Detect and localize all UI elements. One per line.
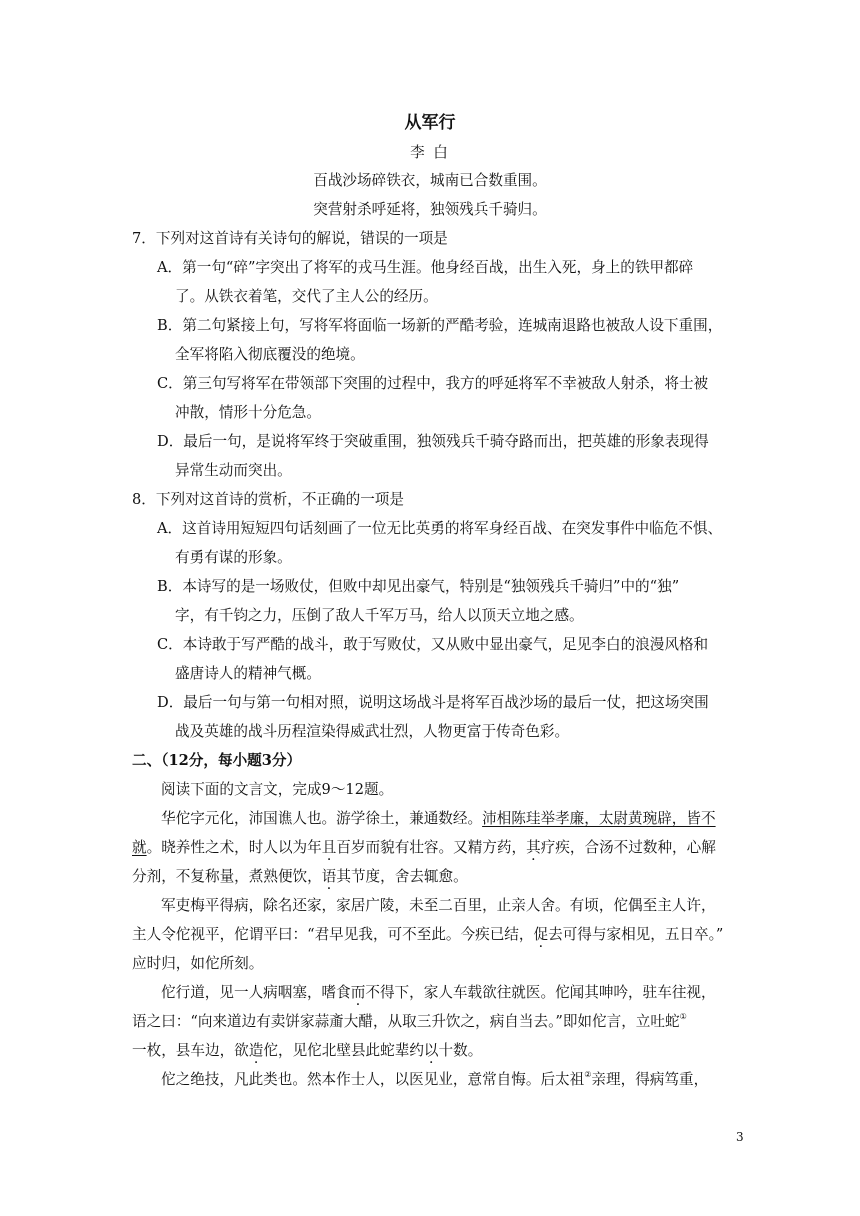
poem-author: 李 白 <box>410 144 450 161</box>
q8-option-b-line1: B．本诗写的是一场败仗，但败中却见出豪气，特别是“独领残兵千骑归”中的“独” <box>157 578 680 595</box>
q8-option-a-line1: A．这首诗用短短四句话刻画了一位无比英勇的将军身经百战、在突发事件中临危不惧、 <box>157 520 723 537</box>
poem-line-2: 突营射杀呼延将，独领残兵千骑归。 <box>313 201 547 218</box>
dotted-word: 且 <box>321 839 337 856</box>
q8-option-d-line1: D．最后一句与第一句相对照，说明这场战斗是将军百战沙场的最后一仗，把这场突围 <box>157 694 709 711</box>
dotted-word: 语 <box>321 868 337 885</box>
q7-option-a-line1: A．第一句“碎”字突出了将军的戎马生涯。他身经百战，出生入死，身上的铁甲都碎 <box>157 259 694 276</box>
q7-option-a-line2: 了。从铁衣着笔，交代了主人公的经历。 <box>175 288 438 305</box>
para3-text: 一枚，县车边，欲 <box>132 1042 249 1059</box>
question-7-stem: 7．下列对这首诗有关诗句的解说，错误的一项是 <box>132 230 448 247</box>
para2-line2 <box>132 925 723 945</box>
dotted-word: 以 <box>423 1042 439 1059</box>
para2-line1: 军吏梅平得病，除名还家，家居广陵，未至二百里，止亲人舍。有顷，佗偶至主人许， <box>161 897 716 914</box>
para3-text: 十数。 <box>438 1042 483 1059</box>
page-number: 3 <box>736 1130 744 1144</box>
footnote-marker: ① <box>679 1012 687 1021</box>
para2-text: 主人令佗视平，佗谓平曰：“君早见我，可不至此。今疾已结， <box>132 926 534 943</box>
section-2-heading: 二、（12分，每小题3分） <box>132 752 302 769</box>
q7-option-c-line1: C．第三句写将军在带领部下突围的过程中，我方的呼延将军不幸被敌人射杀，将士被 <box>157 375 709 392</box>
dotted-word: 造 <box>248 1042 264 1059</box>
section-2-instruction: 阅读下面的文言文，完成9～12题。 <box>161 781 394 798</box>
para1-line3 <box>132 867 468 887</box>
para3-line1 <box>161 983 716 1003</box>
para1-text: 分剂，不复称量，煮熟便饮， <box>132 868 322 885</box>
para3-text: 不得下，家人车载欲往就医。佗闻其呻吟，驻车往视， <box>365 984 716 1001</box>
para4-line1 <box>161 1070 708 1090</box>
para1-line1 <box>161 809 716 829</box>
para4-text: 佗之绝技，凡此类也。然本作士人，以医见业，意常自悔。后太祖 <box>161 1071 585 1088</box>
q8-option-a-line2: 有勇有谋的形象。 <box>175 549 292 566</box>
para3-line2 <box>132 1012 687 1032</box>
dotted-word: 促 <box>533 926 549 943</box>
q7-option-b-line1: B．第二句紧接上句，写将军将面临一场新的严酷考验，连城南退路也被敌人设下重围， <box>157 317 723 334</box>
footnote-marker: ② <box>584 1070 592 1079</box>
para3-text: 佗行道，见一人病咽塞，嗜食 <box>161 984 351 1001</box>
para1-text: 百岁而貌有壮容。又精方药， <box>336 839 527 856</box>
para1-text: 其节度，舍去辄愈。 <box>336 868 468 885</box>
poem-title: 从军行 <box>404 113 456 133</box>
para1-text: 华佗字元化，沛国谯人也。游学徐土，兼通数经。 <box>161 810 483 827</box>
q7-option-c-line2: 冲散，情形十分危急。 <box>175 404 321 421</box>
q7-option-d-line1: D．最后一句，是说将军终于突破重围，独领残兵千骑夺路而出，把英雄的形象表现得 <box>157 433 709 450</box>
q7-option-b-line2: 全军将陷入彻底覆没的绝境。 <box>175 346 365 363</box>
q8-option-c-line2: 盛唐诗人的精神气概。 <box>175 665 321 682</box>
dotted-word: 而 <box>350 984 366 1001</box>
q7-option-d-line2: 异常生动而突出。 <box>175 462 292 479</box>
dotted-word: 其 <box>526 839 541 856</box>
question-8-stem: 8．下列对这首诗的赏析，不正确的一项是 <box>132 491 404 508</box>
poem-line-1: 百战沙场碎铁衣，城南已合数重围。 <box>313 172 547 189</box>
q8-option-d-line2: 战及英雄的战斗历程渲染得威武壮烈，人物更富于传奇色彩。 <box>175 723 570 740</box>
para4-text: 亲理，得病笃重， <box>591 1071 709 1088</box>
para1-text: 。晓养性之术，时人以为年 <box>146 839 322 856</box>
para3-line3 <box>132 1041 482 1061</box>
para2-text: 去可得与家相见，五日卒。” <box>548 926 724 943</box>
q8-option-b-line2: 字，有千钧之力，压倒了敌人千军万马，给人以顶天立地之感。 <box>175 607 584 624</box>
q8-option-c-line1: C．本诗敢于写严酷的战斗，敢于写败仗，又从败中显出豪气，足见李白的浪漫风格和 <box>157 636 709 653</box>
para1-text: 疗疾，合汤不过数种，心解 <box>540 839 716 856</box>
para1-line2 <box>132 838 716 858</box>
para2-line3: 应时归，如佗所刻。 <box>132 955 264 972</box>
underlined-sentence-end: 就 <box>132 839 147 856</box>
para3-text: 语之曰：“向来道边有卖饼家蒜齑大醋，从取三升饮之，病自当去。”即如佗言，立吐蛇 <box>132 1013 680 1030</box>
para3-text: 佗，见佗北壁县此蛇辈约 <box>263 1042 424 1059</box>
underlined-sentence: 沛相陈珪举孝廉，太尉黄琬辟，皆不 <box>482 810 716 827</box>
